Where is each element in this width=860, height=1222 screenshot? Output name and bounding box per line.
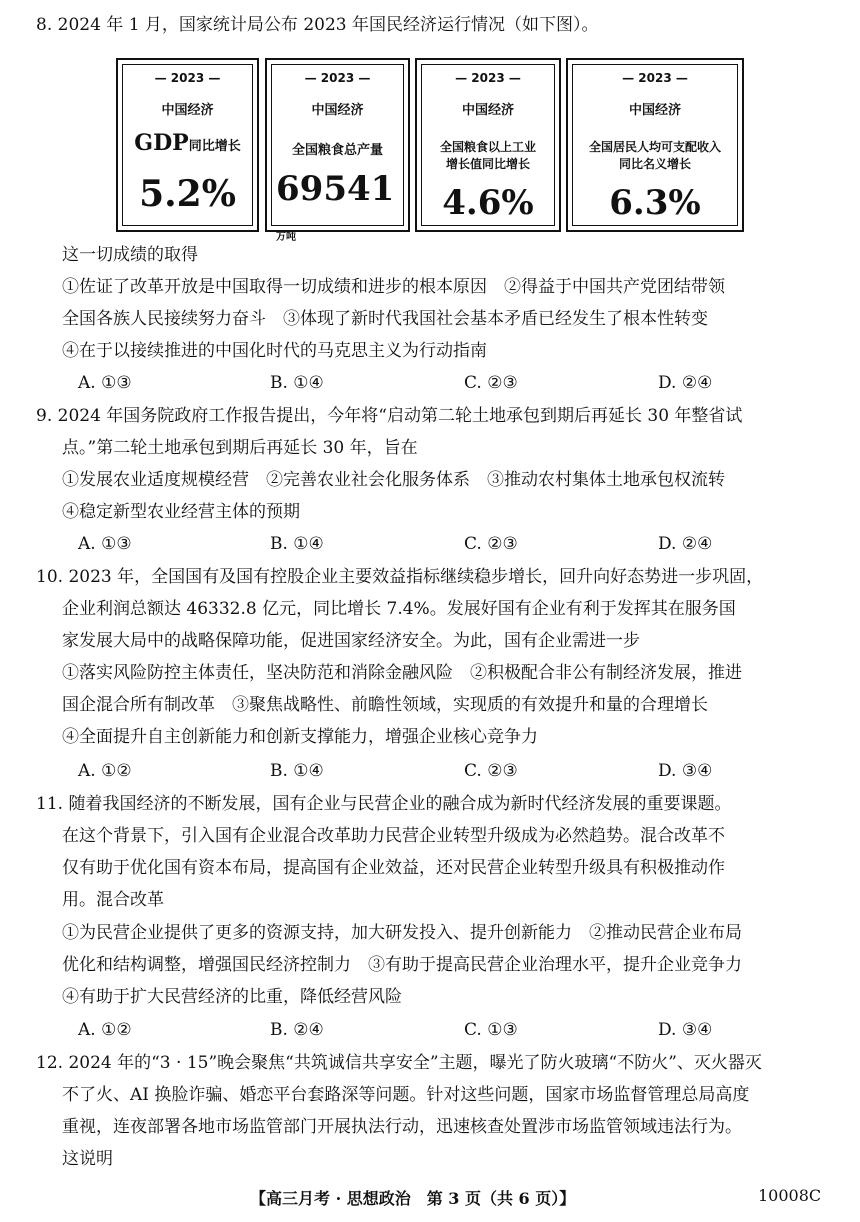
option-d[interactable]: D. ③④ <box>658 1020 713 1040</box>
q11-stem: 仅有助于优化国有资本布局，提高国有企业效益，还对民营企业转型升级具有积极推动作 <box>62 858 725 878</box>
card-label: 同比增长 <box>188 139 241 154</box>
card-value: 69541 <box>276 169 395 209</box>
q12-stem: 重视，连夜部署各地市场监管部门开展执法行动，迅速核查处置涉市场监管领域违法行为。 <box>62 1117 742 1137</box>
q12-stem: 不了火、AI 换脸诈骗、婚恋平台套路深等问题。针对这些问题，国家市场监督管理总局高度 <box>62 1085 750 1105</box>
q8-item-line: ①佐证了改革开放是中国取得一切成绩和进步的根本原因 ②得益于中国共产党团结带领 <box>62 277 725 297</box>
card-year: — 2023 — <box>622 71 688 85</box>
page-footer: 【高三月考 · 思想政治 第 3 页（共 6 页）】 <box>250 1189 576 1208</box>
card-value: 5.2% <box>139 173 236 215</box>
q12-stem: 这说明 <box>62 1149 113 1169</box>
q8-lead: 这一切成绩的取得 <box>62 245 198 265</box>
card-title: 中国经济 <box>161 103 214 118</box>
card-title: 中国经济 <box>628 103 681 118</box>
option-c[interactable]: C. ②③ <box>464 761 518 781</box>
q11-stem: 在这个背景下，引入国有企业混合改革助力民营企业转型升级成为必然趋势。混合改革不 <box>62 826 725 846</box>
card-year: — 2023 — <box>455 71 521 85</box>
q9-item-line: ④稳定新型农业经营主体的预期 <box>62 502 300 522</box>
card-label-line2: 同比名义增长 <box>618 157 691 171</box>
card-year: — 2023 — <box>154 71 221 85</box>
card-label-line1: 全国粮食以上工业 <box>439 140 536 154</box>
q10-item-line: 国企混合所有制改革 ③聚焦战略性、前瞻性领域，实现质的有效提升和量的合理增长 <box>62 695 708 715</box>
card-year: — 2023 — <box>304 71 371 85</box>
option-b[interactable]: B. ①④ <box>270 373 324 393</box>
option-a[interactable]: A. ①③ <box>78 373 132 393</box>
paper-code: 10008C <box>758 1186 822 1205</box>
card-label-line1: 全国居民人均可支配收入 <box>588 140 721 154</box>
q8-item-line: 全国各族人民接续努力奋斗 ③体现了新时代我国社会基本矛盾已经发生了根本性转变 <box>62 309 708 329</box>
option-d[interactable]: D. ②④ <box>658 373 713 393</box>
option-a[interactable]: A. ①② <box>78 1020 132 1040</box>
stat-card-industry <box>415 58 561 232</box>
q11-stem: 11. 随着我国经济的不断发展，国有企业与民营企业的融合成为新时代经济发展的重要课题。 <box>36 794 732 814</box>
q9-stem: 9. 2024 年国务院政府工作报告提出，今年将“启动第二轮土地承包到期后再延长 30 年整省试 <box>36 406 743 426</box>
option-d[interactable]: D. ②④ <box>658 534 713 554</box>
q11-item-line: 优化和结构调整，增强国民经济控制力 ③有助于提高民营企业治理水平，提升企业竞争力 <box>62 955 742 975</box>
stat-card-gdp <box>116 58 259 232</box>
q8-item-line: ④在于以接续推进的中国化时代的马克思主义为行动指南 <box>62 341 487 361</box>
card-title: 中国经济 <box>311 103 364 118</box>
q12-stem: 12. 2024 年的“3 · 15”晚会聚焦“共筑诚信共享安全”主题，曝光了防火玻璃“不防火”、灭火器灭 <box>36 1053 762 1073</box>
q10-stem: 家发展大局中的战略保障功能，促进国家经济安全。为此，国有企业需进一步 <box>62 631 640 651</box>
q9-stem: 点。”第二轮土地承包到期后再延长 30 年，旨在 <box>62 438 418 458</box>
option-b[interactable]: B. ①④ <box>270 534 324 554</box>
q10-stem: 企业利润总额达 46332.8 亿元，同比增长 7.4%。发展好国有企业有利于发挥其在服务国 <box>62 599 736 619</box>
option-b[interactable]: B. ①④ <box>270 761 324 781</box>
card-label: 全国粮食总产量 <box>291 143 383 158</box>
q11-item-line: ①为民营企业提供了更多的资源支持，加大研发投入、提升创新能力 ②推动民营企业布局 <box>62 923 742 943</box>
card-value: 4.6% <box>442 183 534 223</box>
q9-item-line: ①发展农业适度规模经营 ②完善农业社会化服务体系 ③推动农村集体土地承包权流转 <box>62 470 725 490</box>
q8-stem: 8. 2024 年 1 月，国家统计局公布 2023 年国民经济运行情况（如下图）。 <box>36 15 599 35</box>
q11-stem: 用。混合改革 <box>62 890 164 910</box>
q11-item-line: ④有助于扩大民营经济的比重，降低经营风险 <box>62 987 402 1007</box>
option-d[interactable]: D. ③④ <box>658 761 713 781</box>
q10-item-line: ④全面提升自主创新能力和创新支撑能力，增强企业核心竞争力 <box>62 727 538 747</box>
card-title: 中国经济 <box>461 103 514 118</box>
option-c[interactable]: C. ①③ <box>464 1020 518 1040</box>
stat-card-income <box>566 58 744 232</box>
option-b[interactable]: B. ②④ <box>270 1020 324 1040</box>
card-unit: 万吨 <box>276 232 296 243</box>
q10-item-line: ①落实风险防控主体责任，坚决防范和消除金融风险 ②积极配合非公有制经济发展，推进 <box>62 663 742 683</box>
card-label-line2: 增长值同比增长 <box>445 157 530 171</box>
stat-card-grain <box>265 58 410 243</box>
q10-stem: 10. 2023 年，全国国有及国有控股企业主要效益指标继续稳步增长，回升向好态势进一步巩固， <box>36 567 764 587</box>
option-a[interactable]: A. ①③ <box>78 534 132 554</box>
card-value: 6.3% <box>609 183 701 223</box>
option-a[interactable]: A. ①② <box>78 761 132 781</box>
option-c[interactable]: C. ②③ <box>464 373 518 393</box>
option-c[interactable]: C. ②③ <box>464 534 518 554</box>
gdp-prefix: GDP <box>134 130 189 156</box>
